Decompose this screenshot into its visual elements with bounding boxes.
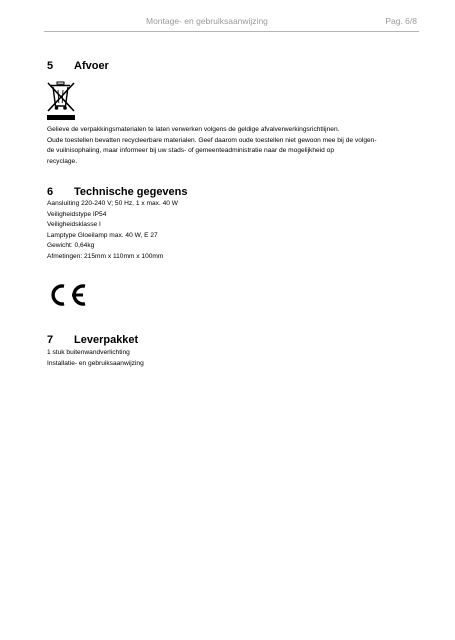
spec-line: Afmetingen: 215mm x 110mm x 100mm	[47, 252, 164, 260]
spec-line: Veiligheidsklasse I	[47, 221, 101, 229]
spec-line: Aansluiting 220-240 V; 50 Hz, 1 x max. 40 W	[47, 200, 178, 207]
section-number: 7	[47, 334, 54, 346]
text-line: de vuilnisophaling, maar informeer bij uw stads- of gemeenteadministratie naar de mogelijkheid op	[47, 147, 334, 155]
text-line: recyclage.	[47, 157, 78, 165]
section-heading-technische-gegevens	[47, 186, 188, 198]
section-number: 5	[47, 60, 54, 72]
document-title: Montage- en gebruiksaanwijzing	[146, 16, 268, 26]
spec-line: Veiligheidstype IP54	[47, 210, 107, 218]
list-item: Installatie- en gebruiksaanwijzing	[47, 359, 144, 367]
spec-line: Lamptype Gloeilamp max. 40 W, E 27	[47, 231, 158, 239]
text-line: Oude toestellen bevatten recycleerbare materialen. Geef daarom oude toestellen niet gewoon mee bij de volgen-	[47, 136, 377, 144]
section-heading-leverpakket	[47, 334, 138, 346]
weee-crossed-bin-icon	[46, 81, 76, 121]
spec-line: Gewicht: 0,64kg	[47, 242, 95, 250]
package-contents	[47, 348, 427, 369]
section-title: Afvoer	[74, 60, 109, 72]
list-item: 1 stuk buitenwandverlichting	[47, 349, 130, 356]
text-line: Gelieve de verpakkingsmaterialen te laten verwerken volgens de geldige afvalverwerkingsrichtlijnen.	[47, 126, 340, 133]
page-header	[0, 16, 455, 30]
page-number: Pag. 6/8	[385, 16, 417, 26]
section-number: 6	[47, 186, 54, 198]
section-title: Leverpakket	[74, 334, 139, 346]
header-divider	[44, 31, 419, 32]
ce-mark-icon	[46, 283, 88, 307]
section-heading-afvoer	[47, 60, 109, 72]
disposal-text	[47, 125, 427, 167]
section-title: Technische gegevens	[74, 186, 188, 198]
technical-specs	[47, 199, 427, 263]
